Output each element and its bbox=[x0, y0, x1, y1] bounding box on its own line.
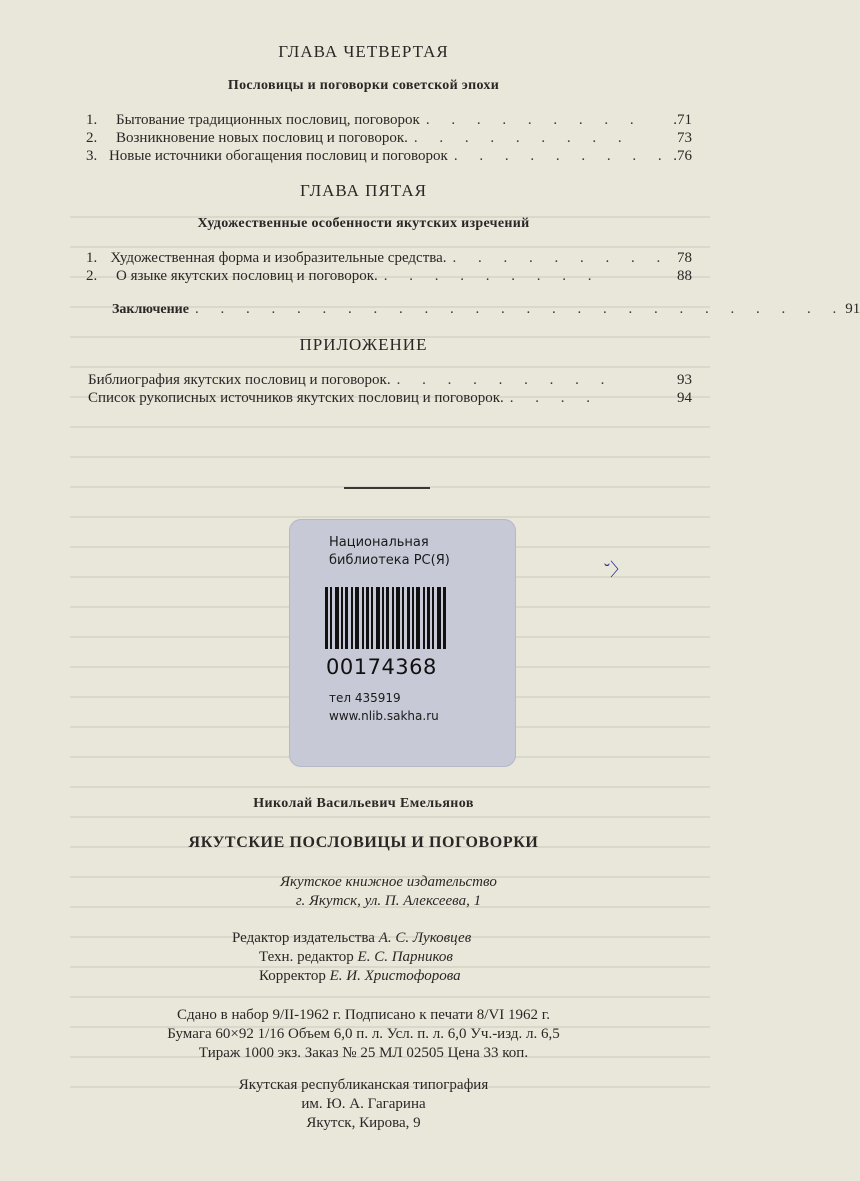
toc-item-page: 94 bbox=[677, 390, 692, 406]
chapter4-heading: ГЛАВА ЧЕТВЕРТАЯ bbox=[278, 42, 449, 61]
chapter5-subtitle: Художественные особенности якутских изречений bbox=[197, 216, 530, 231]
toc-item bbox=[88, 390, 692, 410]
toc-leader-dots: . . . . . . . . . bbox=[453, 148, 671, 164]
print-info-line3: Тираж 1000 экз. Заказ № 25 МЛ 02505 Цена 33 коп. bbox=[198, 1045, 529, 1061]
toc-item-title: Бытование традиционных пословиц, поговорок bbox=[116, 112, 420, 128]
tech-editor-name: Е. С. Парников bbox=[357, 949, 453, 965]
toc-item-title: Новые источники обогащения пословиц и поговорок bbox=[108, 148, 448, 164]
corrector-label: Корректор bbox=[259, 968, 326, 984]
colophon-tech-editor bbox=[259, 949, 453, 966]
toc-item-title: Заключение bbox=[112, 302, 189, 317]
barcode-icon bbox=[325, 587, 465, 649]
toc-item-title: Возникновение новых пословиц и поговорок. bbox=[116, 130, 408, 146]
appendix-heading: ПРИЛОЖЕНИЕ bbox=[299, 335, 428, 354]
stamp-phone: тел 435919 bbox=[329, 691, 401, 705]
colophon-editor bbox=[232, 930, 471, 947]
library-stamp bbox=[289, 519, 516, 767]
section-divider bbox=[344, 487, 430, 489]
toc-item bbox=[88, 372, 692, 392]
tech-editor-label: Техн. редактор bbox=[259, 949, 354, 965]
toc-item-page: 93 bbox=[677, 372, 692, 388]
printer-line2: им. Ю. А. Гагарина bbox=[301, 1096, 426, 1112]
printer-line1: Якутская республиканская типография bbox=[238, 1077, 489, 1093]
toc-item-title: Список рукописных источников якутских пословиц и поговорок. bbox=[88, 390, 504, 406]
toc-item-number: 3. bbox=[86, 148, 98, 164]
editor-name: А. С. Луковцев bbox=[378, 930, 472, 946]
toc-item-number: 1. bbox=[86, 112, 98, 128]
toc-item-number: 2. bbox=[86, 130, 98, 146]
colophon-corrector bbox=[259, 968, 461, 985]
toc-item bbox=[86, 130, 692, 150]
toc-item-page: .76 bbox=[673, 148, 692, 164]
printer-line3: Якутск, Кирова, 9 bbox=[306, 1115, 421, 1131]
toc-item-number: 2. bbox=[86, 268, 98, 284]
toc-item-number: 1. bbox=[86, 250, 98, 266]
toc-item-page: 78 bbox=[677, 250, 692, 266]
colophon-title: ЯКУТСКИЕ ПОСЛОВИЦЫ И ПОГОВОРКИ bbox=[188, 834, 539, 851]
toc-leader-dots: . . . . . . . . . bbox=[413, 130, 631, 146]
toc-item bbox=[86, 268, 692, 288]
toc-item-page: 91 bbox=[845, 301, 860, 317]
chapter5-heading: ГЛАВА ПЯТАЯ bbox=[300, 181, 427, 200]
toc-leader-dots: . . . . bbox=[509, 390, 599, 406]
toc-leader-dots: . . . . . . . . . bbox=[452, 250, 670, 266]
toc-item-title: О языке якутских пословиц и поговорок. bbox=[116, 268, 378, 284]
print-info-line2: Бумага 60×92 1/16 Объем 6,0 п. л. Усл. п. л. 6,0 Уч.-изд. л. 6,5 bbox=[167, 1026, 560, 1042]
colophon-author: Николай Васильевич Емельянов bbox=[253, 796, 474, 811]
colophon-publisher: Якутское книжное издательство bbox=[280, 874, 497, 890]
toc-item-page: 73 bbox=[677, 130, 692, 146]
print-info-line1: Сдано в набор 9/II-1962 г. Подписано к печати 8/VI 1962 г. bbox=[177, 1007, 550, 1023]
corrector-name: Е. И. Христофорова bbox=[329, 968, 461, 984]
toc-conclusion bbox=[112, 301, 860, 321]
pen-mark: ˘〉 bbox=[604, 560, 628, 580]
toc-leader-dots: . . . . . . . . . bbox=[425, 112, 643, 128]
chapter4-subtitle: Пословицы и поговорки советской эпохи bbox=[227, 78, 500, 93]
toc-item-page: .71 bbox=[673, 112, 692, 128]
editor-label: Редактор издательства bbox=[232, 930, 375, 946]
stamp-library-line2: библиотека РС(Я) bbox=[329, 553, 450, 568]
toc-item bbox=[86, 112, 692, 132]
toc-leader-dots: . . . . . . . . . bbox=[396, 372, 614, 388]
toc-item-title: Библиография якутских пословиц и поговорок. bbox=[88, 372, 391, 388]
stamp-library-line1: Национальная bbox=[329, 535, 429, 550]
toc-leader-dots: . . . . . . . . . bbox=[383, 268, 601, 284]
barcode-number: 00174368 bbox=[326, 655, 437, 679]
toc-leader-dots: . . . . . . . . . . . . . . . . . . . . . . . . . . bbox=[194, 301, 846, 317]
toc-item bbox=[86, 250, 692, 270]
stamp-url: www.nlib.sakha.ru bbox=[329, 709, 439, 723]
toc-item-page: 88 bbox=[677, 268, 692, 284]
toc-item-title: Художественная форма и изобразительные средства. bbox=[110, 250, 447, 266]
toc-item bbox=[86, 148, 692, 168]
colophon-address: г. Якутск, ул. П. Алексеева, 1 bbox=[295, 893, 482, 909]
